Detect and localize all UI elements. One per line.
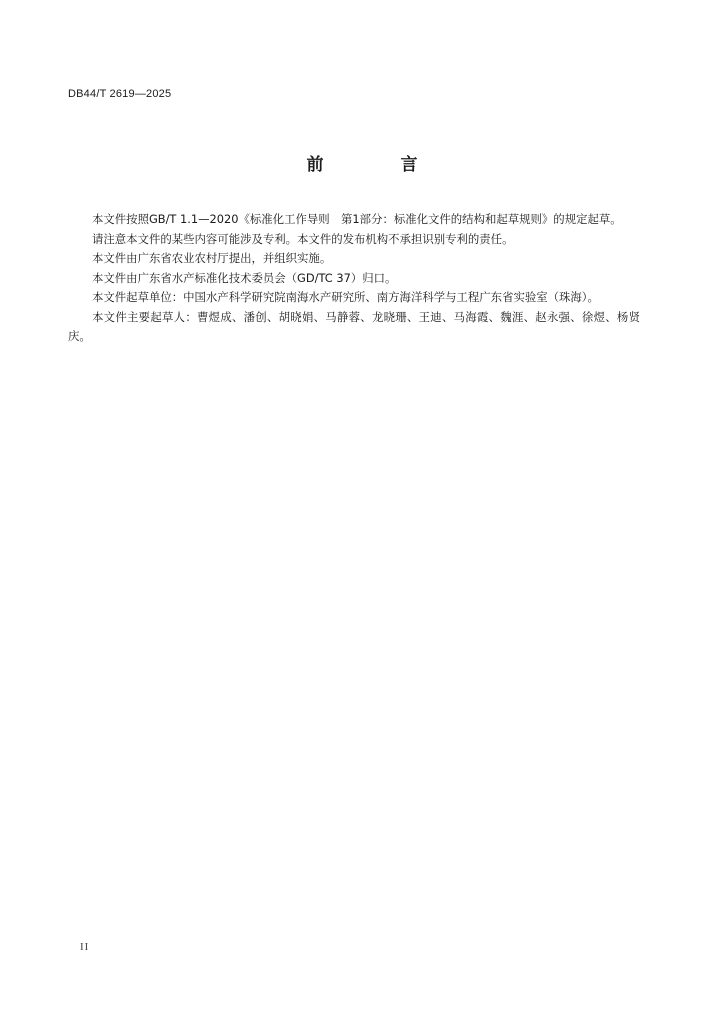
document-code: DB44/T 2619—2025 (68, 88, 172, 100)
paragraph-committee: 本文件由广东省水产标准化技术委员会（GD/TC 37）归口。 (92, 270, 397, 285)
foreword-body (68, 210, 640, 347)
paragraph-proposer: 本文件由广东省农业农村厅提出，并组织实施。 (92, 251, 332, 265)
paragraph-patent-notice: 请注意本文件的某些内容可能涉及专利。本文件的发布机构不承担识别专利的责任。 (92, 231, 514, 246)
paragraph-drafting-units: 本文件起草单位：中国水产科学研究院南海水产研究所、南方海洋科学与工程广东省实验室（珠海）。 (92, 290, 599, 304)
page-number: II (80, 941, 90, 953)
page-title: 前 言 (306, 155, 448, 175)
paragraph-drafting-rules: 本文件按照GB/T 1.1—2020《标准化工作导则 第1部分：标准化文件的结构和起草规则》的规定起草。 (92, 212, 622, 226)
paragraph-drafters: 本文件主要起草人：曹煜成、潘创、胡晓娟、马静蓉、龙晓珊、王迪、马海霞、魏涯、赵永强、徐煜、杨贤庆。 (68, 309, 640, 343)
